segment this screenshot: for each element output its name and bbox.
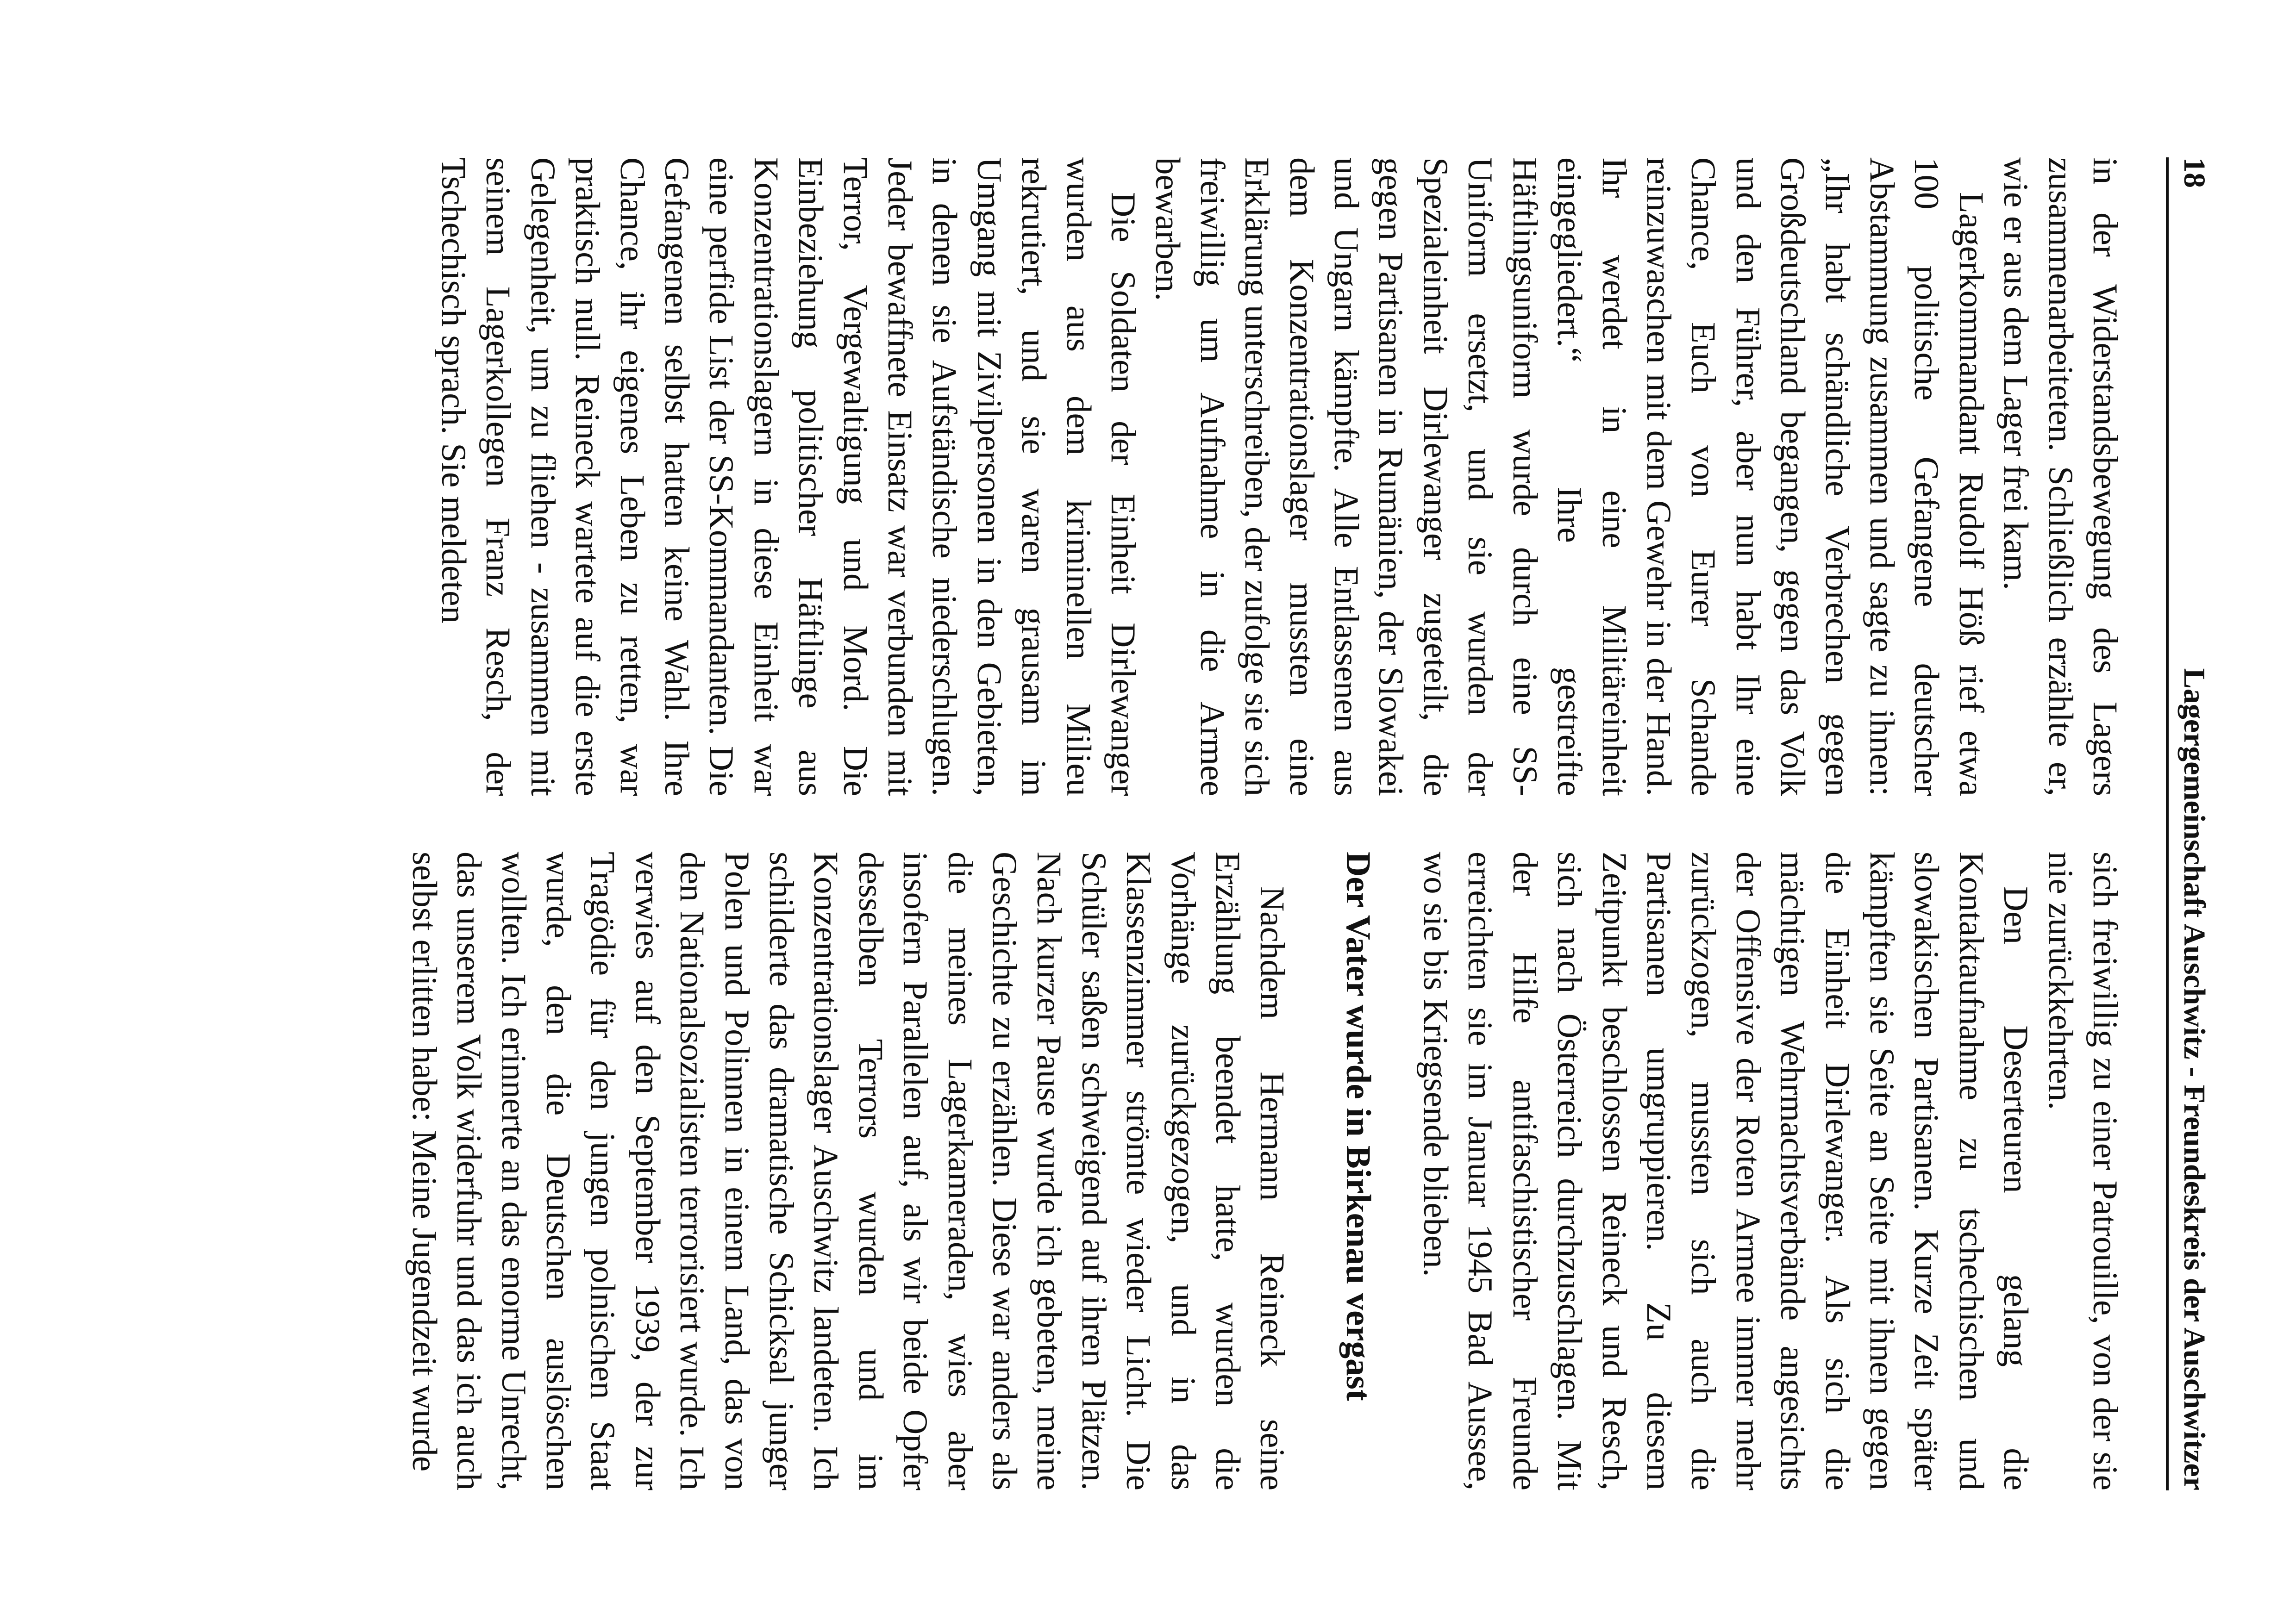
section-heading: Der Vater wurde in Birkenau vergast xyxy=(1339,852,1378,1401)
paragraph: Nachdem Hermann Reineck seine Erzählung beendet hatte, wurden die Vorhänge zurückgezogen, und in das Klassenzimmer strömte wieder Licht. Die Schüler saßen schweigend auf ihren Plätzen. Nach kurzer Pause wurde ich gebeten, meine Geschichte zu erzählen. Diese war anders als die meines Lagerkameraden, wies aber insofern Parallelen auf, als wir beide Opfer desselben Terrors wurden und im Konzentrationslager Auschwitz landeten. Ich schilderte das dramatische Schicksal junger Polen und Polinnen in einem Land, das von den Nationalsozialisten terrorisiert wurde. Ich verwies auf den September 1939, der zur Tragödie für den jungen polnischen Staat wurde, den die Deutschen auslöschen wollten. Ich erinnerte an das enorme Unrecht, das unserem Volk widerfuhr und das ich auch selbst erlitten habe: Meine Jugendzeit wurde xyxy=(405,852,1292,1490)
paragraph: Den Deserteuren gelang die Kontaktaufnahme zu tschechischen und slowakischen Partisanen. Kurze Zeit später kämpften sie Seite an Seite mit ihnen gegen die Einheit Dirlewanger. Als sich die mächtigen Wehrmachtsverbände angesichts der Offensive der Roten Armee immer mehr zurückzogen, mussten sich auch die Partisanen umgruppieren. Zu diesem Zeitpunkt beschlossen Reineck und Resch, sich nach Österreich durchzuschlagen. Mit der Hilfe antifaschistischer Freunde erreichten sie im Januar 1945 Bad Aussee, wo sie bis Kriegsende blieben. xyxy=(1416,852,2035,1490)
page-header xyxy=(2166,157,2210,1490)
paragraph: Lagerkommandant Rudolf Höß rief etwa 100 politische Gefangene deutscher Abstammung zusammen und sagte zu ihnen: „Ihr habt schändliche Verbrechen gegen Großdeutschland begangen, gegen das Volk und den Führer, aber nun habt Ihr eine Chance, Euch von Eurer Schande reinzuwaschen mit dem Gewehr in der Hand. Ihr werdet in eine Militäreinheit eingegliedert.“ Ihre gestreifte Häftlingsuniform wurde durch eine SS-Uniform ersetzt, und sie wurden der Spezialeinheit Dirlewanger zugeteilt, die gegen Partisanen in Rumänien, der Slowakei und Ungarn kämpfte. Alle Entlassenen aus dem Konzentrationslager mussten eine Erklärung unterschreiben, der zufolge sie sich freiwillig um Aufnahme in die Armee bewarben. xyxy=(1148,157,1990,796)
running-head: Lagergemeinschaft Auschwitz - Freundeskreis der Auschwitzer xyxy=(2177,668,2211,1490)
paragraph: sich freiwillig zu einer Patrouille, von der sie nie zurückkehrten. xyxy=(2041,852,2124,1490)
text-column-right xyxy=(401,852,2127,1490)
page-number: 18 xyxy=(2177,157,2211,188)
paragraph: in der Widerstandsbewegung des Lagers zusammenarbeiteten. Schließlich erzählte er, wie er aus dem Lager frei kam. xyxy=(1996,157,2124,796)
text-column-left xyxy=(431,157,2127,796)
paragraph: Die Soldaten der Einheit Dirlewanger wurden aus dem kriminellen Milieu rekrutiert, und sie waren grausam im Umgang mit Zivilpersonen in den Gebieten, in denen sie Aufständische niederschlugen. Jeder bewaffnete Einsatz war verbunden mit Terror, Vergewaltigung und Mord. Die Einbeziehung politischer Häftlinge aus Konzentrationslagern in diese Einheit war eine perfide List der SS-Kommandanten. Die Gefangenen selbst hatten keine Wahl. Ihre Chance, ihr eigenes Leben zu retten, war praktisch null. Reineck wartete auf die erste Gelegenheit, um zu fliehen - zusammen mit seinem Lagerkollegen Franz Resch, der Tschechisch sprach. Sie meldeten xyxy=(434,157,1143,796)
